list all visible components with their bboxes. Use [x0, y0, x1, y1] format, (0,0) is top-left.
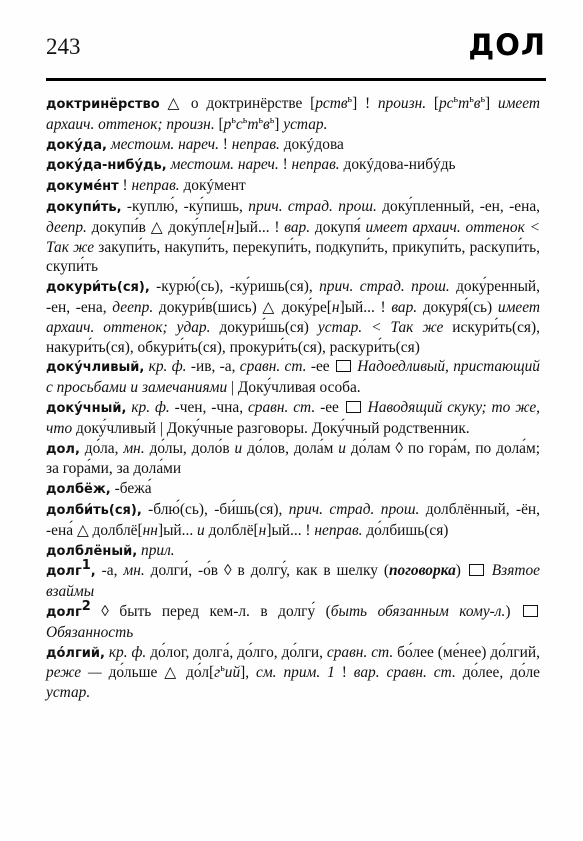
entry-text: ]ый...: [157, 521, 198, 539]
entry-text: ]: [485, 95, 498, 112]
superscript: ь: [258, 114, 264, 126]
grammar-note: р: [223, 115, 232, 133]
entry-text: докýдова-нибýдь: [339, 156, 456, 174]
entry-text: ],: [240, 664, 257, 682]
grammar-note: деепр.: [46, 218, 87, 236]
entry-text: -чен, -чна,: [169, 398, 248, 416]
grammar-note: см. прим. 1: [256, 664, 335, 682]
entry-text: долблённый, -ён, -ена́ △ долблё[: [46, 500, 540, 539]
entry-text: до́лы, доло́в: [144, 439, 235, 457]
grammar-note: г: [214, 664, 221, 682]
entry-text: [: [214, 115, 224, 133]
entry-text: доку́ренный, -ен, -ена,: [46, 278, 540, 316]
entry-text: до́ла,: [79, 439, 124, 457]
page-header: [46, 28, 546, 72]
superscript: ь: [453, 93, 459, 105]
grammar-note: н: [258, 521, 267, 539]
grammar-note: и: [234, 439, 243, 457]
dictionary-entry: [46, 357, 540, 398]
headword: долблёный,: [46, 543, 138, 559]
headword: ,: [90, 564, 96, 580]
grammar-note: Надоедливый, пристающий с просьбами и замечаниями: [46, 358, 540, 397]
entry-text: ]ый... !: [339, 298, 392, 316]
grammar-note: неправ.: [291, 156, 340, 174]
headword: доку́да-нибу́дь,: [46, 158, 167, 174]
superscript: ь: [242, 114, 248, 126]
entry-text: △ о доктринёрстве [: [159, 95, 316, 112]
grammar-note: устар.: [46, 684, 91, 702]
dictionary-entry: [46, 176, 540, 197]
superscript: ь: [469, 93, 474, 105]
headword: долбёж,: [46, 482, 111, 498]
entry-text: до́льше △ до́л[: [101, 664, 215, 682]
grammar-note: Обязанность: [46, 623, 134, 641]
grammar-note: кр. ф.: [131, 398, 170, 416]
entry-text: -а,: [95, 562, 124, 580]
dictionary-entry: [46, 155, 540, 176]
grammar-note: неправ.: [231, 135, 280, 153]
grammar-note: имеет архаич. оттенок; удар.: [46, 298, 540, 336]
entry-text: -блю́(сь), -би́шь(ся),: [141, 500, 289, 518]
grammar-note: прил.: [141, 541, 175, 559]
headword: долг: [46, 564, 82, 580]
grammar-note: вар.: [284, 218, 311, 236]
entry-text: долги́, -о́в ◊ в долгу́, как в шелку (: [144, 562, 389, 580]
entry-text: -бежа́: [110, 480, 152, 498]
grammar-note: быть обязанным кому-л.: [330, 602, 506, 620]
entry-text: докуря́(сь): [417, 298, 498, 316]
entry-text: доку́чливый | Доку́чные разговоры. Доку́чный родственник.: [72, 419, 470, 437]
entry-text: до́лов, дола́м: [242, 439, 339, 457]
headword: доку́чный,: [46, 400, 127, 416]
superscript: 1: [81, 558, 91, 574]
entry-text: долблё[: [204, 521, 259, 539]
entry-text: до́лам ◊ по гора́м, по дола́м; за гора́ми, за дола́ми: [46, 439, 540, 478]
grammar-note: местоим. нареч.: [110, 135, 219, 153]
headword: доку́да,: [46, 137, 107, 153]
entry-text: | Доку́чливая особа.: [227, 379, 361, 397]
grammar-note: сравн. ст.: [326, 643, 394, 661]
dictionary-entry: [46, 541, 540, 562]
entry-text: бо́лее (ме́нее) до́лгий,: [393, 643, 540, 661]
headword: доктринёрство: [46, 97, 160, 112]
grammar-note: нн: [142, 521, 158, 539]
entry-text: ): [505, 602, 521, 620]
grammar-note: неправ.: [314, 521, 363, 539]
headword: до́лгий,: [46, 645, 105, 661]
grammar-note: кр. ф.: [108, 643, 147, 661]
dictionary-entry: [46, 598, 540, 643]
grammar-note: в: [263, 115, 270, 133]
header-rule: [46, 78, 546, 81]
dictionary-entry: [46, 398, 540, 439]
entry-text: докýмент: [179, 177, 246, 195]
entry-text: !: [118, 177, 132, 195]
superscript: ь: [269, 114, 275, 126]
running-head: ДОЛ: [468, 28, 546, 62]
headword: долг: [46, 604, 82, 620]
entry-text: доку́пленный, -ен, -ена,: [376, 197, 540, 215]
grammar-note: н: [331, 298, 340, 316]
definition-square-icon: [523, 605, 538, 617]
definition-square-icon: [469, 564, 484, 576]
entry-text: докупя́: [310, 218, 366, 236]
grammar-note: и: [338, 439, 346, 457]
dictionary-entry: [46, 135, 540, 156]
entry-text: до́лог, долга́, до́лго, до́лги,: [146, 643, 327, 661]
grammar-note: имеет архаич. оттенок; произн.: [46, 95, 540, 133]
definition-square-icon: [346, 401, 361, 413]
dictionary-entry: [46, 558, 540, 602]
grammar-note: неправ.: [131, 177, 180, 195]
grammar-note: произн.: [377, 95, 427, 112]
entry-text: докури́в(шись) △ доку́ре[: [153, 298, 332, 316]
grammar-note: мн.: [123, 562, 145, 580]
entry-text: до́лбишь(ся): [362, 521, 449, 539]
dictionary-entry: [46, 643, 540, 703]
grammar-note: сравн. ст.: [239, 358, 307, 376]
grammar-note: прич. страд. прош.: [288, 500, 420, 518]
headword: докуме́нт: [46, 179, 119, 195]
headword: дол,: [46, 441, 80, 457]
entry-text: закупи́ть, накупи́ть, перекупи́ть, подкупи́ть, прикупи́ть, раскупи́ть, скупи́ть: [46, 238, 540, 276]
superscript: ь: [231, 114, 236, 126]
grammar-note: прич. страд. прош.: [319, 278, 450, 296]
entry-text: докури́шь(ся): [210, 318, 318, 336]
entry-text: ]ый... !: [266, 521, 315, 539]
headword: доку́чливый,: [46, 360, 145, 376]
dictionary-entries: [46, 94, 540, 703]
definition-square-icon: [336, 360, 351, 372]
dictionary-entry: [46, 197, 540, 277]
entry-text: !: [278, 156, 292, 174]
grammar-note: Наводящий скуку; то же, что: [46, 398, 541, 437]
entry-text: -куплю́, -ку́пишь,: [121, 197, 249, 215]
entry-text: ): [455, 562, 467, 580]
grammar-note: т: [247, 115, 259, 133]
dictionary-entry: [46, 439, 540, 480]
entry-text: -ее: [306, 358, 334, 376]
entry-text: искури́ть(ся), накури́ть(ся), обкури́ть(ся), прокури́ть(ся), раскури́ть(ся): [46, 318, 540, 356]
grammar-note: устар. < Так же: [317, 318, 444, 336]
entry-text: -ее: [315, 398, 344, 416]
grammar-note: имеет архаич. оттенок < Так же: [46, 218, 540, 256]
grammar-note: мн.: [123, 439, 145, 457]
grammar-note: местоим. нареч.: [170, 156, 279, 174]
dictionary-entry: [46, 94, 540, 135]
entry-text: докýдова: [279, 135, 344, 153]
entry-text: ] !: [352, 95, 378, 112]
grammar-note: Взятое взаймы: [46, 562, 540, 601]
headword: долби́ть(ся),: [46, 502, 142, 518]
dictionary-entry: [46, 479, 540, 500]
page-number: 243: [46, 34, 81, 59]
grammar-note: в: [473, 95, 481, 112]
entry-text: -курю́(сь), -ку́ришь(ся),: [149, 278, 320, 296]
entry-text: докупи́в △ доку́пле[: [86, 218, 227, 236]
usage-label: поговорка: [388, 562, 456, 580]
superscript: 2: [81, 598, 91, 614]
grammar-note: и: [197, 521, 205, 539]
grammar-note: рств: [315, 95, 348, 112]
grammar-note: н: [226, 218, 235, 236]
dictionary-entry: [46, 500, 540, 541]
entry-text: [: [426, 95, 439, 112]
entry-text: -ив, -а,: [186, 358, 240, 376]
superscript: ь: [347, 93, 353, 105]
grammar-note: рс: [438, 95, 454, 112]
superscript: ь: [220, 663, 225, 675]
entry-text: ]ый... !: [234, 218, 285, 236]
grammar-note: устар.: [283, 115, 328, 133]
entry-text: !: [334, 664, 354, 682]
grammar-note: прич. страд. прош.: [248, 197, 377, 215]
grammar-note: деепр.: [112, 298, 154, 316]
headword: докупи́ть,: [46, 199, 122, 215]
superscript: ь: [480, 93, 486, 105]
entry-text: до́лее, до́ле: [455, 664, 540, 682]
grammar-note: кр. ф.: [148, 358, 187, 376]
headword: докури́ть(ся),: [46, 280, 150, 296]
grammar-note: т: [458, 95, 470, 112]
entry-text: ◊ быть перед кем-л. в долгу́ (: [90, 602, 331, 620]
grammar-note: сравн. ст.: [247, 398, 316, 416]
entry-text: ]: [274, 115, 284, 133]
grammar-note: вар.: [391, 298, 418, 316]
grammar-note: ий: [224, 664, 241, 682]
grammar-note: реже —: [46, 664, 102, 682]
entry-text: !: [218, 135, 232, 153]
dictionary-entry: [46, 277, 540, 357]
grammar-note: с: [235, 115, 243, 133]
grammar-note: вар. сравн. ст.: [353, 664, 456, 682]
